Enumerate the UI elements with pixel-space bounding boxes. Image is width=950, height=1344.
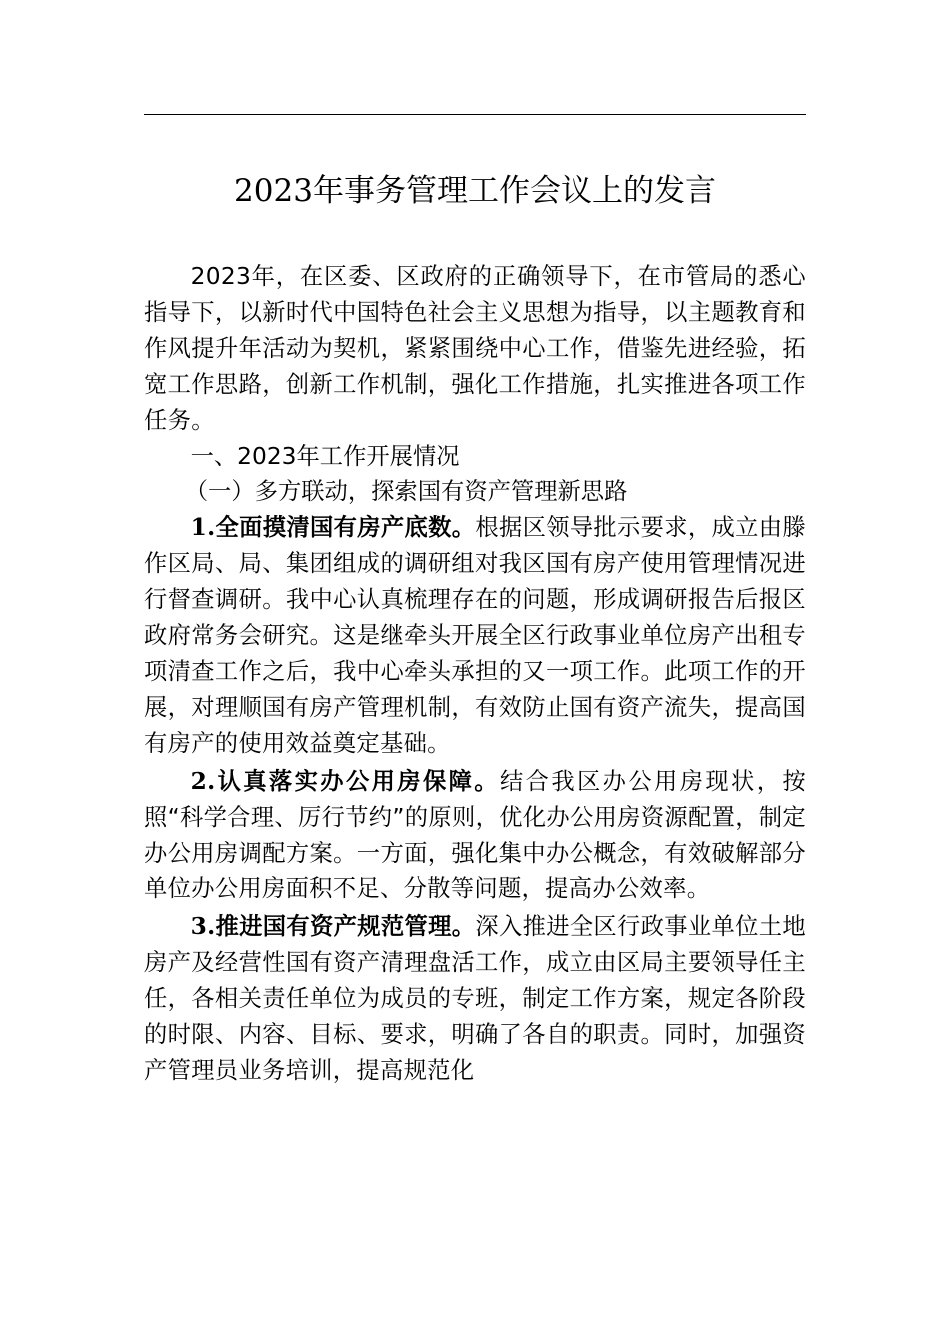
subsection-heading: （一）多方联动，探索国有资产管理新思路 — [184, 478, 628, 506]
document-title: 2023年事务管理工作会议上的发言 — [234, 173, 716, 209]
item-lead: 3.推进国有资产规范管理。 — [190, 913, 476, 941]
document-body — [144, 259, 806, 1089]
intro-paragraph: 2023年，在区委、区政府的正确领导下，在市管局的悉心指导下，以新时代中国特色社会主义思想为指导，以主题教育和作风提升年活动为契机，紧紧围绕中心工作，借鉴先进经验，拓宽工作思路，创新工作机制，强化工作措施，扎实推进各项工作任务。 — [144, 263, 806, 434]
section-heading: 一、2023年工作开展情况 — [190, 442, 460, 470]
header-rule — [144, 114, 806, 115]
item-text: 深入推进全区行政事业单位土地房产及经营性国有资产清理盘活工作，成立由区局主要领导任主任，各相关责任单位为成员的专班，制定工作方案，规定各阶段的时限、内容、目标、要求，明确了各自的职责。同时，加强资产管理员业务培训，提高规范化 — [144, 913, 806, 1084]
list-item — [144, 510, 806, 761]
list-item — [144, 764, 806, 908]
list-item — [144, 909, 806, 1089]
item-lead: 1.全面摸清国有房产底数。 — [190, 514, 476, 542]
item-lead: 2.认真落实办公用房保障。 — [190, 767, 500, 795]
item-text: 根据区领导批示要求，成立由滕作区局、局、集团组成的调研组对我区国有房产使用管理情况进行督查调研。我中心认真梳理存在的问题，形成调研报告后报区政府常务会研究。这是继牵头开展全区行政事业单位房产出租专项清查工作之后，我中心牵头承担的又一项工作。此项工作的开展，对理顺国有房产管理机制，有效防止国有资产流失，提高国有房产的使用效益奠定基础。 — [144, 514, 806, 757]
item-text: 结合我区办公用房现状，按照“科学合理、厉行节约”的原则，优化办公用房资源配置，制定办公用房调配方案。一方面，强化集中办公概念，有效破解部分单位办公用房面积不足、分散等问题，提高办公效率。 — [144, 767, 806, 903]
